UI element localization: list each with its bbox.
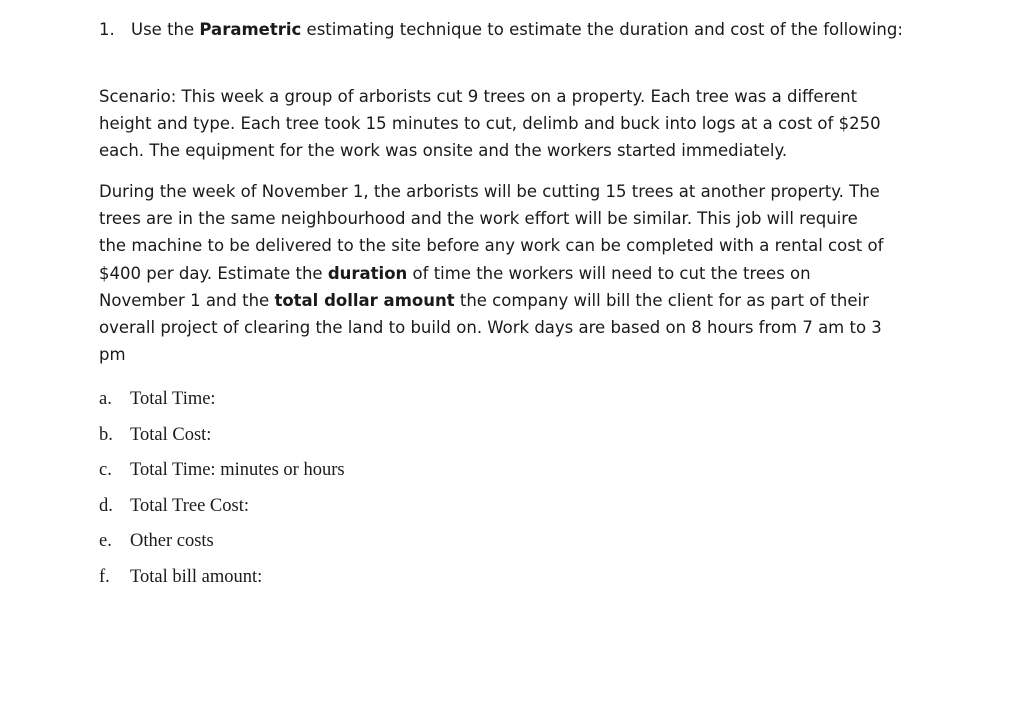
answer-item xyxy=(99,524,345,560)
task-line: trees are in the same neighbourhood and the work effort will be similar. This job will require xyxy=(99,209,858,229)
task-line: overall project of clearing the land to build on. Work days are based on 8 hours from 7 am to 3 xyxy=(99,318,882,338)
answer-list xyxy=(99,382,345,596)
answer-label: Total Cost: xyxy=(130,424,212,445)
task-line xyxy=(99,287,919,314)
duration-emphasis: duration xyxy=(327,263,408,283)
answer-item xyxy=(99,382,345,418)
task-paragraph xyxy=(99,178,919,368)
scenario-paragraph xyxy=(99,83,919,165)
answer-letter: d. xyxy=(99,495,113,516)
answer-label: Total bill amount: xyxy=(130,566,263,587)
answer-letter: f. xyxy=(99,566,110,587)
task-line xyxy=(99,260,919,287)
task-line: During the week of November 1, the arborists will be cutting 15 trees at another property. The xyxy=(99,182,880,201)
answer-letter: e. xyxy=(99,531,112,552)
answer-label: Total Time: minutes or hours xyxy=(130,460,345,481)
task-line4-pre: $400 per day. Estimate the xyxy=(99,263,328,283)
total-dollar-emphasis: total dollar amount xyxy=(274,290,455,310)
answer-letter: c. xyxy=(99,460,112,481)
question-number: 1. xyxy=(99,20,115,39)
answer-letter: b. xyxy=(99,424,113,445)
scenario-line: Scenario: This week a group of arborists cut 9 trees on a property. Each tree was a different xyxy=(99,87,858,106)
task-line4-post: of time the workers will need to cut the trees on xyxy=(407,263,811,283)
question-text-post: estimating technique to estimate the duration and cost of the following: xyxy=(301,20,903,39)
answer-item xyxy=(99,418,345,454)
answer-item xyxy=(99,489,345,525)
scenario-line: height and type. Each tree took 15 minutes to cut, delimb and buck into logs at a cost of $250 xyxy=(99,114,881,134)
answer-label: Other costs xyxy=(130,531,214,552)
task-line5-pre: November 1 and the xyxy=(99,290,275,310)
answer-letter: a. xyxy=(99,389,112,409)
answer-item xyxy=(99,560,345,596)
scenario-line: each. The equipment for the work was onsite and the workers started immediately. xyxy=(99,141,788,161)
answer-label: Total Time: xyxy=(130,389,216,409)
task-line5-post: the company will bill the client for as part of their xyxy=(454,290,869,310)
task-line: the machine to be delivered to the site before any work can be completed with a rental cost of xyxy=(99,236,884,256)
task-line: pm xyxy=(99,345,126,365)
question-heading xyxy=(99,18,903,42)
answer-item xyxy=(99,453,345,489)
question-text-pre: Use the xyxy=(131,20,200,39)
answer-label: Total Tree Cost: xyxy=(130,495,249,516)
question-technique: Parametric xyxy=(199,20,302,39)
